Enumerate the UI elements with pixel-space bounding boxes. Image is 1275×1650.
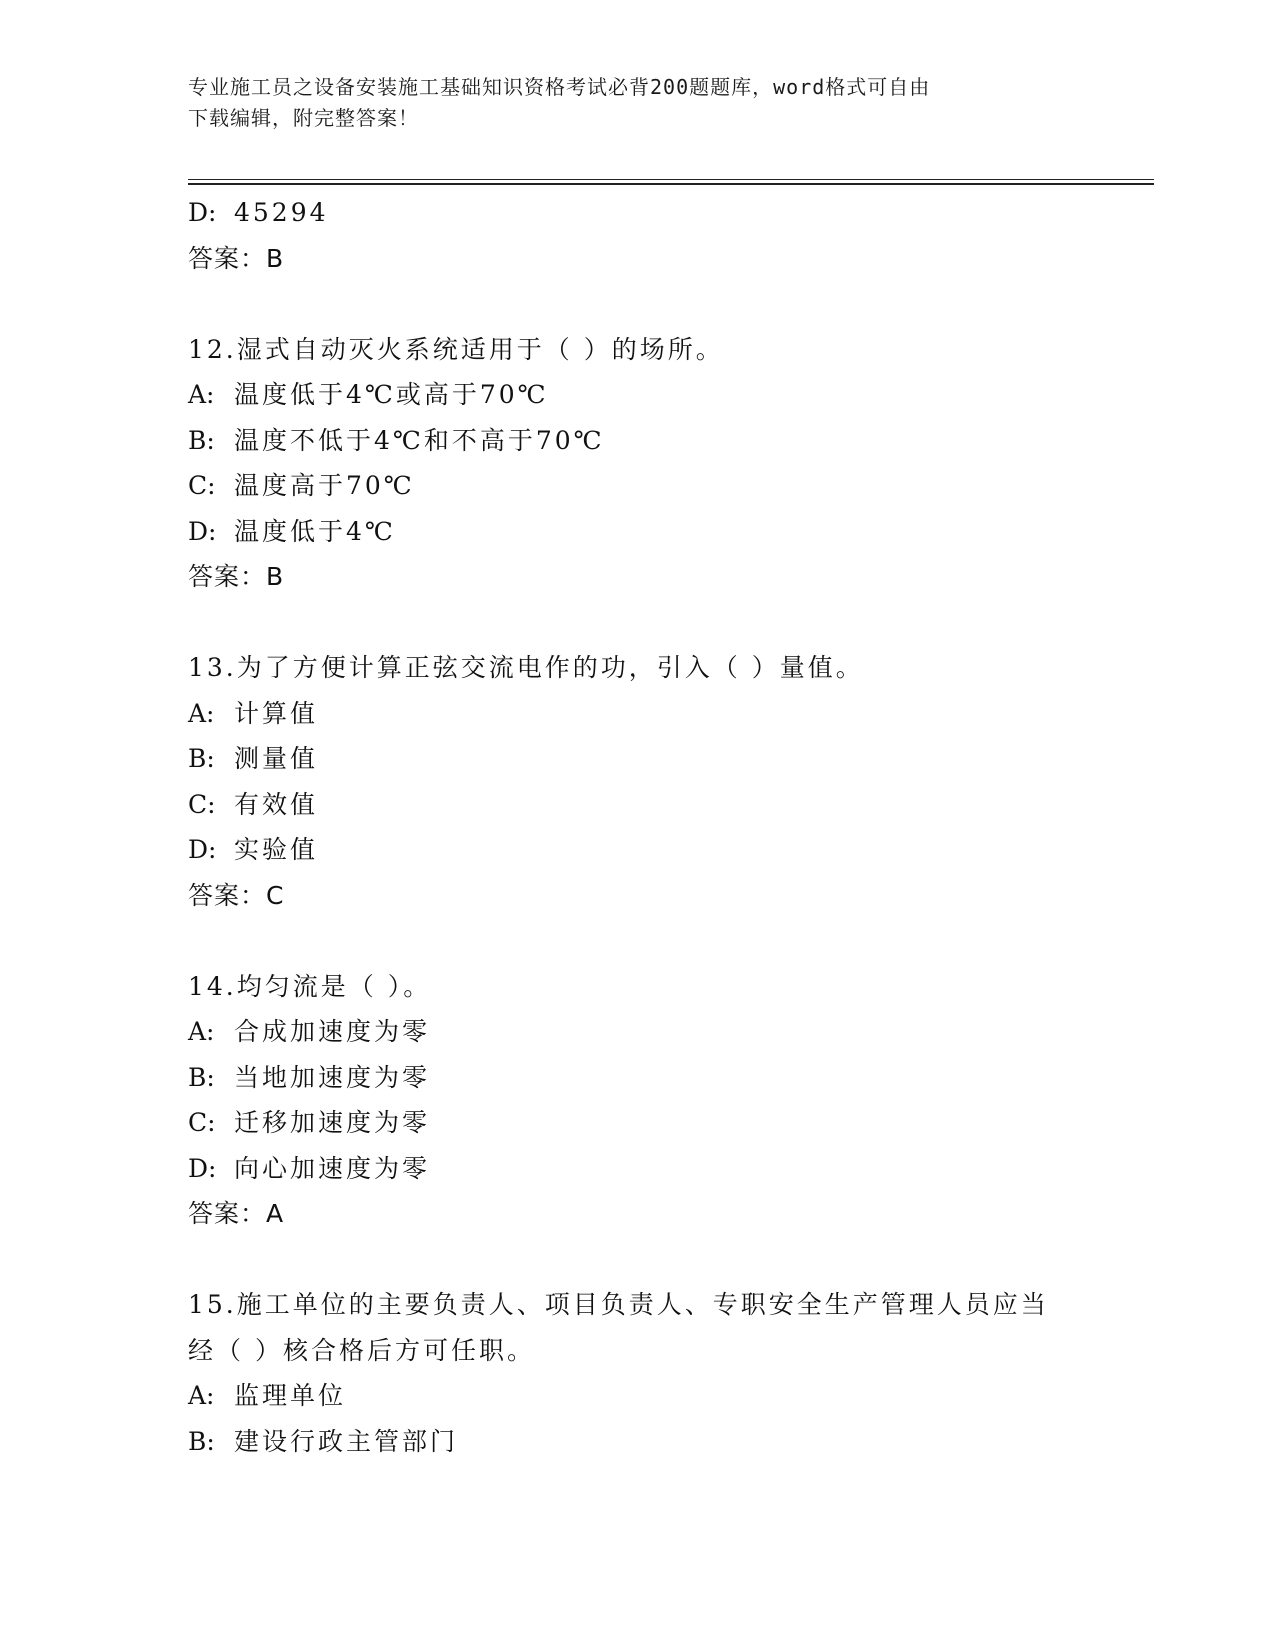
header-rule-thick: [188, 183, 1154, 185]
option-b: [188, 1055, 1088, 1101]
option-key: C:: [188, 471, 216, 500]
question-15: [188, 1282, 1088, 1464]
option-key: A:: [188, 380, 215, 409]
question-11-tail: [188, 190, 1088, 281]
header-title-line-2: 下载编辑，附完整答案！: [188, 106, 419, 130]
option-c: [188, 463, 1088, 509]
option-a: [188, 1373, 1088, 1419]
option-text: 温度低于4℃或高于70℃: [234, 380, 549, 409]
option-d: [188, 1146, 1088, 1192]
document-header: [188, 72, 1068, 134]
option-text: 计算值: [234, 698, 319, 728]
option-key: A:: [188, 698, 215, 728]
option-key: A:: [188, 1381, 215, 1410]
answer-line: 答案：C: [188, 880, 285, 910]
option-b: [188, 1419, 1088, 1465]
question-12: [188, 327, 1088, 600]
option-d: [188, 827, 1088, 873]
question-stem-line-2: 经（ ）核合格后方可任职。: [188, 1335, 535, 1365]
option-text: 实验值: [234, 835, 319, 864]
option-a: [188, 372, 1088, 418]
answer-line: 答案：B: [188, 243, 285, 273]
answer-line: 答案：A: [188, 1199, 285, 1228]
question-14: [188, 964, 1088, 1237]
option-text: 向心加速度为零: [234, 1153, 431, 1183]
option-text: 建设行政主管部门: [234, 1426, 459, 1456]
option-b: [188, 736, 1088, 782]
option-key: D:: [188, 198, 217, 227]
question-stem: 13.为了方便计算正弦交流电作的功，引入（ ）量值。: [188, 653, 864, 682]
header-rule-thin: [188, 179, 1154, 180]
option-text: 当地加速度为零: [234, 1062, 431, 1092]
option-key: D:: [188, 1153, 217, 1183]
option-key: B:: [188, 425, 215, 455]
question-stem: 14.均匀流是（ ）。: [188, 971, 432, 1001]
option-text: 有效值: [234, 789, 319, 819]
option-text: 温度高于70℃: [234, 471, 415, 500]
option-key: B:: [188, 1062, 215, 1092]
question-stem-line-1: 15.施工单位的主要负责人、项目负责人、专职安全生产管理人员应当: [188, 1290, 1049, 1319]
option-c: [188, 1100, 1088, 1146]
option-key: D:: [188, 516, 217, 546]
option-key: B:: [188, 744, 215, 773]
option-d: [188, 190, 1088, 236]
option-key: B:: [188, 1426, 215, 1456]
option-text: 45294: [234, 198, 329, 227]
option-d: [188, 509, 1088, 555]
option-key: A:: [188, 1017, 215, 1046]
option-a: [188, 691, 1088, 737]
option-text: 监理单位: [234, 1381, 347, 1410]
spacer: [188, 600, 1088, 646]
question-13: [188, 645, 1088, 918]
question-content: [188, 190, 1088, 1464]
header-title-line-1: 专业施工员之设备安装施工基础知识资格考试必背200题题库，word格式可自由: [188, 75, 931, 99]
spacer: [188, 918, 1088, 964]
option-key: D:: [188, 835, 217, 864]
option-text: 温度低于4℃: [234, 516, 396, 546]
option-text: 合成加速度为零: [234, 1017, 431, 1046]
option-key: C:: [188, 1108, 216, 1137]
spacer: [188, 281, 1088, 327]
option-text: 迁移加速度为零: [234, 1108, 431, 1137]
spacer: [188, 1237, 1088, 1283]
question-stem: 12.湿式自动灭火系统适用于（ ）的场所。: [188, 334, 724, 364]
option-b: [188, 418, 1088, 464]
option-text: 温度不低于4℃和不高于70℃: [234, 425, 605, 455]
option-a: [188, 1009, 1088, 1055]
option-text: 测量值: [234, 744, 319, 773]
answer-line: 答案：B: [188, 562, 285, 591]
option-key: C:: [188, 789, 216, 819]
option-c: [188, 782, 1088, 828]
